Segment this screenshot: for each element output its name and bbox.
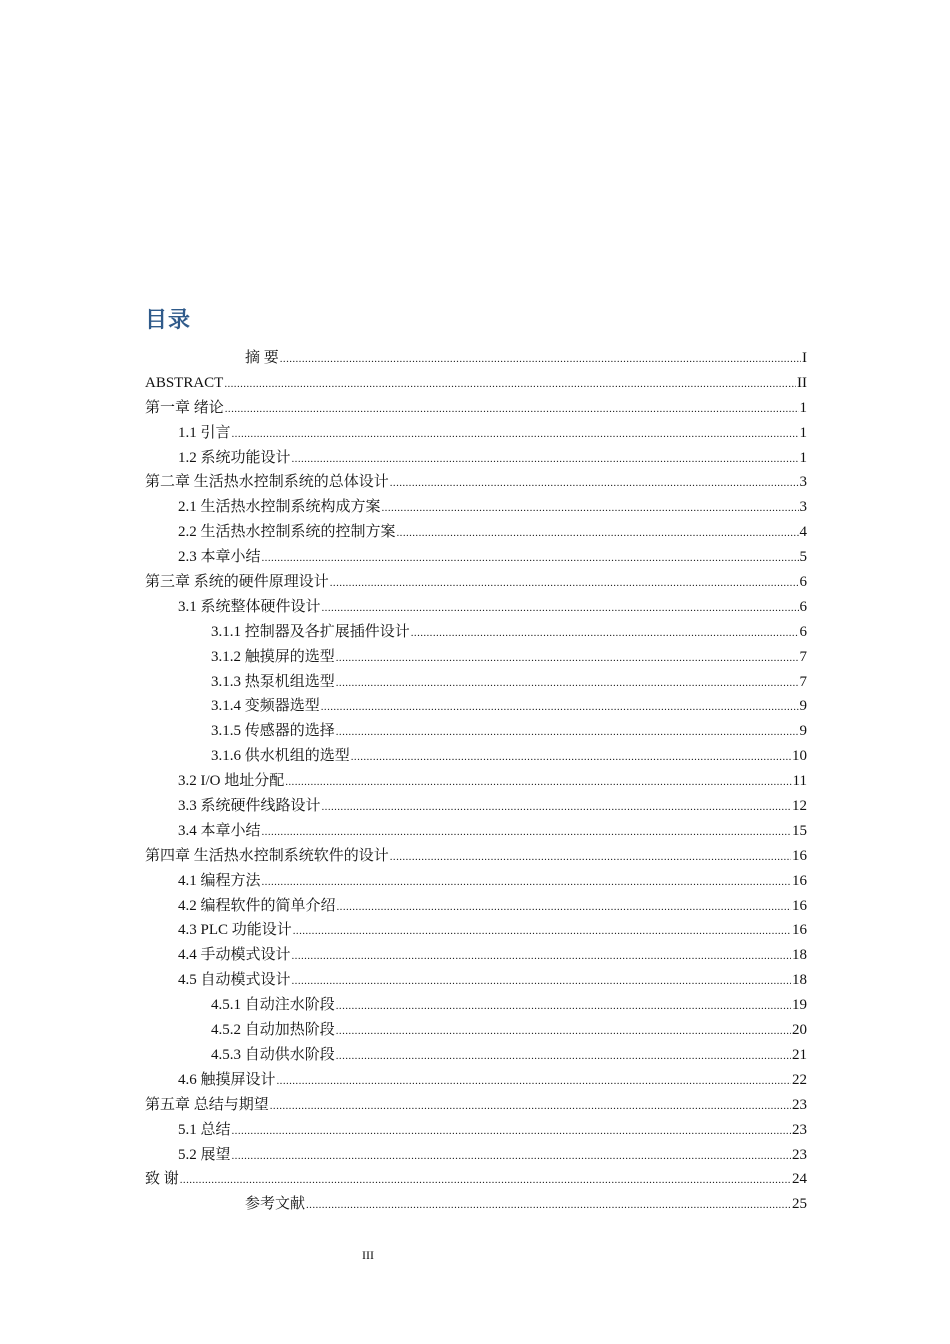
- toc-entry-page: 7: [799, 673, 807, 690]
- toc-entry[interactable]: [145, 1167, 807, 1192]
- toc-entry[interactable]: [145, 570, 807, 595]
- toc-entry-title: 4.5 自动模式设计: [178, 972, 291, 989]
- toc-dot-leader: [336, 1018, 791, 1044]
- toc-entry[interactable]: [145, 446, 807, 471]
- toc-dot-leader: [262, 819, 791, 845]
- toc-entry-title: 5.2 展望: [178, 1146, 231, 1163]
- toc-entry-page: 23: [792, 1096, 807, 1113]
- toc-dot-leader: [390, 844, 791, 870]
- toc-entry-page: 18: [792, 947, 807, 964]
- toc-entry-page: 6: [799, 623, 807, 640]
- toc-dot-leader: [292, 943, 791, 969]
- toc-dot-leader: [337, 894, 791, 920]
- toc-dot-leader: [330, 570, 799, 596]
- toc-entry-page: 25: [792, 1196, 807, 1213]
- toc-dot-leader: [336, 993, 791, 1019]
- toc-dot-leader: [336, 670, 799, 696]
- toc-dot-leader: [397, 520, 799, 546]
- toc-entry[interactable]: [145, 769, 807, 794]
- toc-dot-leader: [390, 470, 799, 496]
- toc-entry-title: 第一章 绪论: [145, 399, 224, 416]
- toc-entry[interactable]: [145, 844, 807, 869]
- toc-dot-leader: [336, 1043, 791, 1069]
- toc-entry[interactable]: [145, 694, 807, 719]
- toc-entry[interactable]: [145, 346, 807, 371]
- toc-entry[interactable]: [145, 1118, 807, 1143]
- toc-entry[interactable]: [145, 1192, 807, 1217]
- toc-entry[interactable]: [145, 495, 807, 520]
- toc-entry-page: 4: [799, 524, 807, 541]
- toc-entry[interactable]: [145, 918, 807, 943]
- toc-entry[interactable]: [145, 719, 807, 744]
- toc-entry-title: 1.2 系统功能设计: [178, 449, 291, 466]
- toc-entry-title: 3.3 系统硬件线路设计: [178, 798, 321, 815]
- toc-dot-leader: [411, 620, 799, 646]
- toc-entry[interactable]: [145, 869, 807, 894]
- toc-entry-page: 3: [799, 474, 807, 491]
- toc-entry[interactable]: [145, 1043, 807, 1068]
- toc-entry-page: 16: [792, 847, 807, 864]
- toc-entry-title: 3.1.4 变频器选型: [211, 698, 320, 715]
- toc-entry[interactable]: [145, 520, 807, 545]
- toc-entry-title: 致 谢: [145, 1171, 179, 1188]
- toc-entry[interactable]: [145, 645, 807, 670]
- toc-dot-leader: [180, 1167, 791, 1193]
- toc-entry[interactable]: [145, 819, 807, 844]
- page-number: III: [362, 1248, 374, 1262]
- toc-dot-leader: [232, 1118, 791, 1144]
- toc-entry[interactable]: [145, 1143, 807, 1168]
- toc-entry-page: 10: [792, 748, 807, 765]
- toc-entry-page: 9: [799, 723, 807, 740]
- toc-entry[interactable]: [145, 470, 807, 495]
- toc-dot-leader: [321, 694, 799, 720]
- toc-entry[interactable]: [145, 943, 807, 968]
- toc-entry-page: 23: [792, 1146, 807, 1163]
- toc-entry-page: 1: [799, 399, 807, 416]
- toc-dot-leader: [225, 396, 799, 422]
- toc-dot-leader: [351, 744, 791, 770]
- toc-entry-page: 16: [792, 897, 807, 914]
- toc-entry-title: 3.1 系统整体硬件设计: [178, 598, 321, 615]
- toc-entry-page: 6: [799, 574, 807, 591]
- toc-dot-leader: [262, 869, 791, 895]
- toc-entry[interactable]: [145, 595, 807, 620]
- toc-entry-title: 第二章 生活热水控制系统的总体设计: [145, 474, 389, 491]
- toc-entry[interactable]: [145, 396, 807, 421]
- toc-entry[interactable]: [145, 968, 807, 993]
- toc-entry-title: 4.3 PLC 功能设计: [178, 922, 292, 939]
- toc-entry-page: 16: [792, 872, 807, 889]
- toc-entry[interactable]: [145, 1068, 807, 1093]
- toc-entry-page: 1: [799, 449, 807, 466]
- toc-dot-leader: [270, 1093, 791, 1119]
- toc-title: 目录: [145, 308, 192, 333]
- table-of-contents: [145, 346, 807, 1217]
- toc-entry-title: ABSTRACT: [145, 374, 224, 391]
- toc-entry-title: 4.1 编程方法: [178, 872, 261, 889]
- toc-entry-page: 15: [792, 822, 807, 839]
- toc-entry-page: 19: [792, 997, 807, 1014]
- toc-entry-title: 摘 要: [245, 350, 279, 366]
- toc-entry[interactable]: [145, 1018, 807, 1043]
- toc-entry[interactable]: [145, 421, 807, 446]
- toc-entry-page: 22: [792, 1071, 807, 1088]
- toc-entry-title: 第五章 总结与期望: [145, 1096, 269, 1113]
- toc-entry-title: 3.1.6 供水机组的选型: [211, 748, 350, 765]
- toc-entry-title: 2.2 生活热水控制系统的控制方案: [178, 524, 396, 541]
- toc-entry-page: 21: [792, 1046, 807, 1063]
- toc-entry-page: 23: [792, 1121, 807, 1138]
- toc-entry-page: 12: [792, 798, 807, 815]
- toc-entry-title: 2.1 生活热水控制系统构成方案: [178, 499, 381, 516]
- toc-entry-title: 4.4 手动模式设计: [178, 947, 291, 964]
- toc-dot-leader: [262, 545, 799, 571]
- toc-entry-title: 4.6 触摸屏设计: [178, 1071, 276, 1088]
- toc-entry-title: 3.4 本章小结: [178, 822, 261, 839]
- toc-entry-page: 20: [792, 1022, 807, 1039]
- toc-entry-page: I: [802, 350, 807, 366]
- toc-dot-leader: [232, 1143, 791, 1169]
- toc-entry[interactable]: [145, 894, 807, 919]
- toc-dot-leader: [322, 595, 799, 621]
- toc-dot-leader: [382, 495, 799, 521]
- toc-entry[interactable]: [145, 794, 807, 819]
- toc-entry-page: 16: [792, 922, 807, 939]
- toc-dot-leader: [336, 719, 799, 745]
- toc-entry-page: 6: [799, 598, 807, 615]
- toc-entry-page: 11: [792, 773, 807, 790]
- toc-entry-page: 9: [799, 698, 807, 715]
- toc-entry[interactable]: [145, 993, 807, 1018]
- toc-entry-page: 5: [799, 549, 807, 566]
- toc-entry-title: 4.5.2 自动加热阶段: [211, 1022, 335, 1039]
- toc-dot-leader: [232, 421, 799, 447]
- toc-entry-title: 2.3 本章小结: [178, 549, 261, 566]
- toc-dot-leader: [306, 1192, 791, 1218]
- toc-entry[interactable]: [145, 670, 807, 695]
- toc-entry-title: 第四章 生活热水控制系统软件的设计: [145, 847, 389, 864]
- toc-dot-leader: [280, 346, 801, 372]
- toc-entry-page: II: [797, 374, 807, 391]
- toc-entry-page: 18: [792, 972, 807, 989]
- toc-dot-leader: [224, 371, 796, 397]
- toc-entry-title: 3.1.5 传感器的选择: [211, 723, 335, 740]
- toc-entry-title: 3.2 I/O 地址分配: [178, 773, 285, 790]
- toc-entry-title: 3.1.3 热泵机组选型: [211, 673, 335, 690]
- toc-dot-leader: [336, 645, 799, 671]
- toc-dot-leader: [292, 968, 791, 994]
- toc-dot-leader: [292, 446, 799, 472]
- toc-entry[interactable]: [145, 1093, 807, 1118]
- toc-entry-title: 3.1.2 触摸屏的选型: [211, 648, 335, 665]
- toc-entry[interactable]: [145, 371, 807, 396]
- toc-dot-leader: [285, 769, 791, 795]
- toc-entry[interactable]: [145, 545, 807, 570]
- toc-entry-title: 参考文献: [245, 1196, 306, 1213]
- toc-dot-leader: [322, 794, 791, 820]
- toc-entry-title: 第三章 系统的硬件原理设计: [145, 574, 329, 591]
- toc-entry-page: 24: [792, 1171, 807, 1188]
- toc-entry-title: 3.1.1 控制器及各扩展插件设计: [211, 623, 410, 640]
- toc-entry-page: 3: [799, 499, 807, 516]
- toc-entry[interactable]: [145, 744, 807, 769]
- toc-entry-title: 4.5.3 自动供水阶段: [211, 1046, 335, 1063]
- toc-entry-title: 4.2 编程软件的简单介绍: [178, 897, 336, 914]
- toc-dot-leader: [293, 918, 791, 944]
- toc-entry[interactable]: [145, 620, 807, 645]
- toc-entry-page: 7: [799, 648, 807, 665]
- toc-entry-title: 4.5.1 自动注水阶段: [211, 997, 335, 1014]
- toc-entry-page: 1: [799, 424, 807, 441]
- toc-entry-title: 1.1 引言: [178, 424, 231, 441]
- toc-dot-leader: [277, 1068, 791, 1094]
- toc-entry-title: 5.1 总结: [178, 1121, 231, 1138]
